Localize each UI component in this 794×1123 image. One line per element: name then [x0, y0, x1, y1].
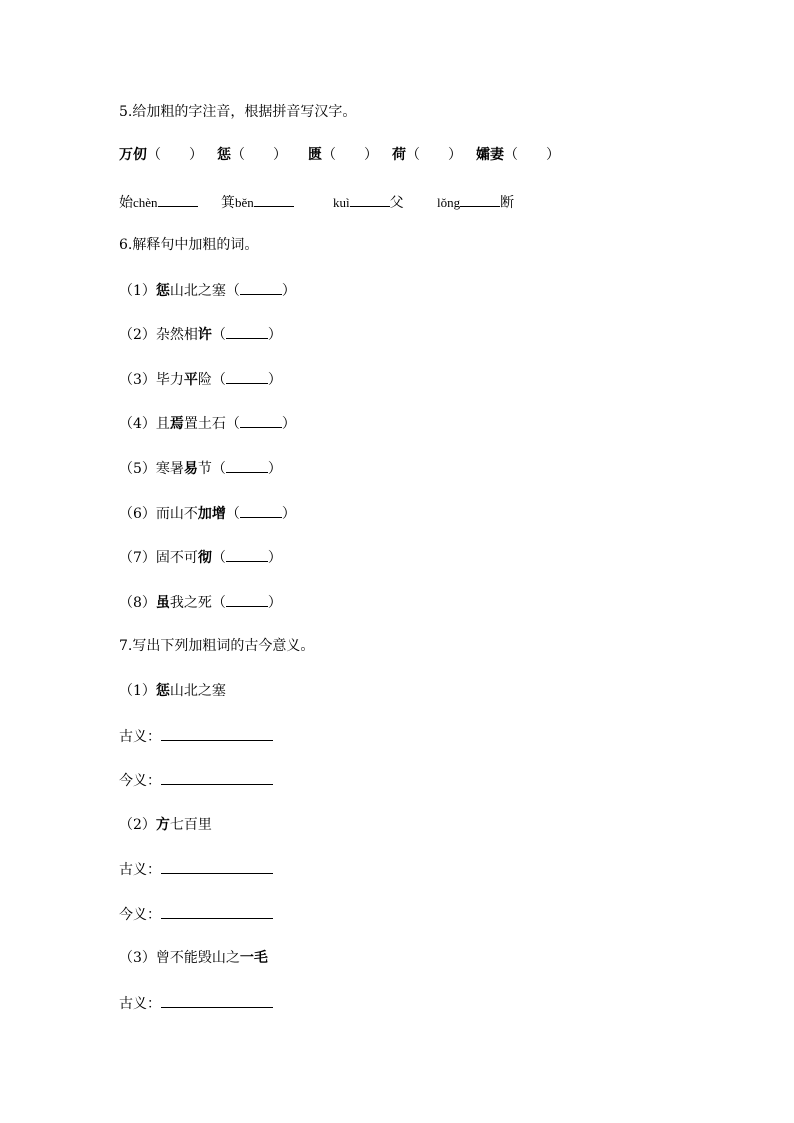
q6-item [119, 592, 282, 613]
item-text: 险 [197, 372, 212, 388]
q5-row2-item [119, 192, 198, 213]
bold-word: 焉 [169, 416, 184, 432]
close-paren: ） [281, 506, 296, 522]
item-number: （2） [119, 817, 156, 833]
close-paren: ） [267, 327, 282, 343]
bold-word: 匮 [308, 147, 322, 163]
item-text: 置土石 [183, 416, 226, 432]
prefix-char: 箕 [221, 195, 235, 211]
gu-line [119, 859, 273, 880]
answer-paren[interactable]: （ ） [147, 147, 203, 163]
answer-blank[interactable] [161, 993, 273, 1008]
pinyin: kuì [333, 195, 350, 210]
bold-word: 彻 [197, 550, 212, 566]
answer-paren[interactable]: （ ） [504, 147, 560, 163]
q5-row2-item [437, 192, 514, 213]
gu-line [119, 993, 273, 1014]
item-number: （1） [119, 283, 156, 299]
item-text: 而山不 [155, 506, 198, 522]
bold-word: 孀妻 [476, 147, 504, 163]
answer-blank[interactable] [161, 859, 273, 874]
jin-line [119, 904, 273, 925]
answer-blank[interactable] [240, 503, 282, 518]
q6-item [119, 369, 282, 390]
gu-label: 古义： [119, 996, 161, 1012]
item-text: 曾不能毁山之 [155, 950, 240, 966]
answer-blank[interactable] [226, 547, 268, 562]
open-paren: （ [211, 327, 226, 343]
answer-blank[interactable] [226, 458, 268, 473]
q6-item [119, 458, 282, 479]
item-text: 七百里 [169, 817, 212, 833]
item-number: （1） [119, 683, 156, 699]
answer-blank[interactable] [226, 324, 268, 339]
answer-blank[interactable] [240, 413, 282, 428]
item-text: 山北之塞 [169, 283, 226, 299]
q5-row2-item [221, 192, 294, 213]
q6-item [119, 280, 296, 301]
answer-blank[interactable] [226, 369, 268, 384]
close-paren: ） [267, 595, 282, 611]
q7-item [119, 815, 212, 835]
q5-row1-item [392, 145, 462, 165]
open-paren: （ [211, 595, 226, 611]
q7-item [119, 681, 226, 701]
answer-blank[interactable] [350, 192, 390, 207]
item-text: 山北之塞 [169, 683, 226, 699]
suffix-char: 父 [389, 195, 404, 211]
item-text: 杂然相 [155, 327, 198, 343]
close-paren: ） [267, 550, 282, 566]
q6-title: 6.解释句中加粗的词。 [119, 237, 259, 253]
q5-row2-item [333, 192, 404, 213]
q7-title: 7.写出下列加粗词的古今意义。 [119, 638, 315, 654]
pinyin: běn [235, 195, 254, 210]
open-paren: （ [225, 283, 240, 299]
close-paren: ） [281, 416, 296, 432]
gu-label: 古义： [119, 729, 161, 745]
bold-word: 许 [197, 327, 212, 343]
open-paren: （ [211, 550, 226, 566]
bold-word: 惩 [155, 283, 170, 299]
answer-paren[interactable]: （ ） [322, 147, 378, 163]
open-paren: （ [211, 461, 226, 477]
bold-word: 惩 [155, 683, 170, 699]
item-number: （5） [119, 461, 156, 477]
bold-word: 惩 [217, 147, 231, 163]
answer-blank[interactable] [161, 726, 273, 741]
q5-title: 5.给加粗的字注音，根据拼音写汉字。 [119, 104, 357, 120]
prefix-char: 始 [119, 195, 133, 211]
item-text: 且 [155, 416, 170, 432]
q7-item [119, 948, 268, 968]
gu-label: 古义： [119, 862, 161, 878]
answer-blank[interactable] [161, 770, 273, 785]
item-number: （3） [119, 950, 156, 966]
answer-blank[interactable] [161, 904, 273, 919]
answer-blank[interactable] [226, 592, 268, 607]
item-number: （4） [119, 416, 156, 432]
open-paren: （ [225, 506, 240, 522]
answer-blank[interactable] [460, 192, 500, 207]
close-paren: ） [267, 372, 282, 388]
q5-row1-item [308, 145, 378, 165]
q6-item [119, 547, 282, 568]
close-paren: ） [281, 283, 296, 299]
pinyin: chèn [133, 195, 158, 210]
bold-word: 平 [183, 372, 198, 388]
bold-word: 荷 [392, 147, 406, 163]
open-paren: （ [225, 416, 240, 432]
bold-word: 加增 [197, 506, 226, 522]
jin-label: 今义： [119, 907, 161, 923]
q6-item [119, 324, 282, 345]
item-number: （7） [119, 550, 156, 566]
answer-blank[interactable] [254, 192, 294, 207]
close-paren: ） [267, 461, 282, 477]
item-text: 毕力 [155, 372, 184, 388]
jin-label: 今义： [119, 773, 161, 789]
bold-word: 方 [155, 817, 170, 833]
answer-blank[interactable] [158, 192, 198, 207]
item-text: 寒暑 [155, 461, 184, 477]
bold-word: 一毛 [239, 950, 268, 966]
item-text: 固不可 [155, 550, 198, 566]
item-text: 我之死 [169, 595, 212, 611]
bold-word: 虽 [155, 595, 170, 611]
item-number: （2） [119, 327, 156, 343]
q5-row1-item [476, 145, 560, 165]
gu-line [119, 726, 273, 747]
item-number: （3） [119, 372, 156, 388]
item-number: （8） [119, 595, 156, 611]
pinyin: lǒng [437, 195, 461, 210]
bold-word: 万仞 [119, 147, 147, 163]
q5-row1-item [119, 145, 203, 165]
jin-line [119, 770, 273, 791]
suffix-char: 断 [500, 195, 515, 211]
q6-item [119, 413, 296, 434]
open-paren: （ [211, 372, 226, 388]
answer-paren[interactable]: （ ） [231, 147, 287, 163]
q6-item [119, 503, 296, 524]
answer-blank[interactable] [240, 280, 282, 295]
answer-paren[interactable]: （ ） [406, 147, 462, 163]
bold-word: 易 [183, 461, 198, 477]
item-number: （6） [119, 506, 156, 522]
item-text: 节 [197, 461, 212, 477]
q5-row1-item [217, 145, 287, 165]
